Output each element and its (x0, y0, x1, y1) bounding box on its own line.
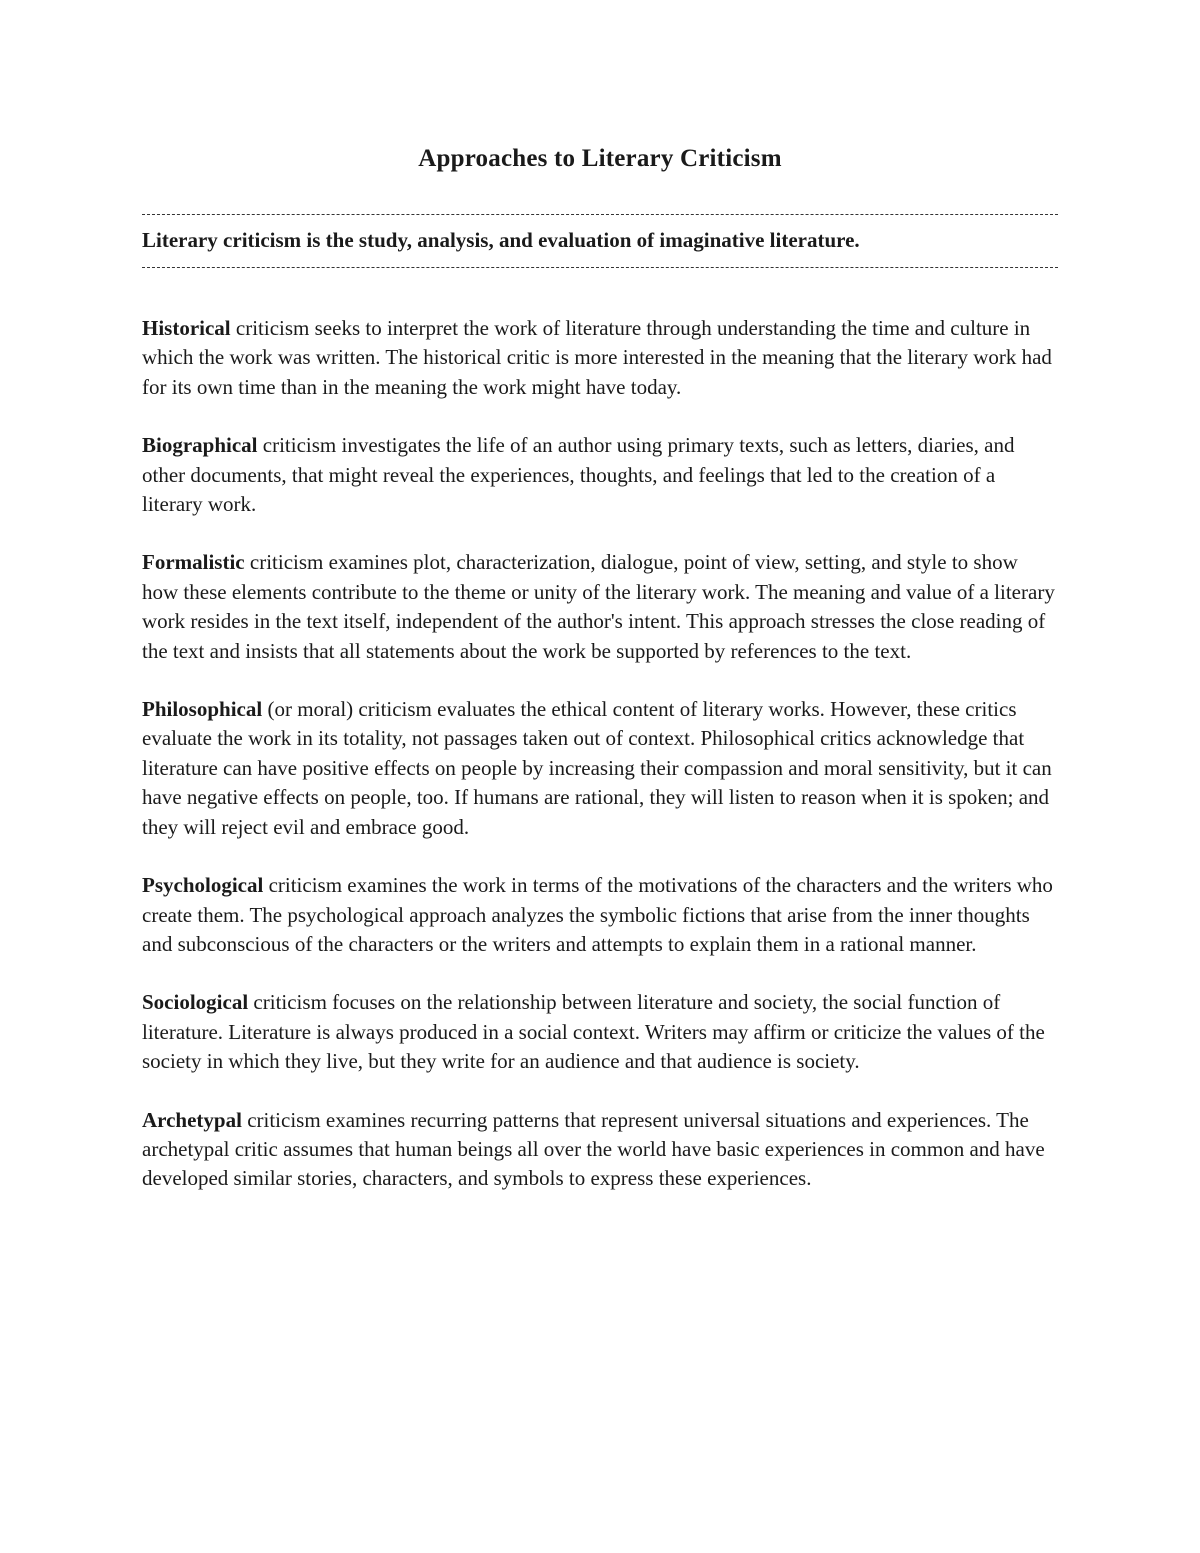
entry-historical (142, 314, 1058, 402)
entry-archetypal (142, 1106, 1058, 1194)
entry-term: Psychological (142, 873, 264, 898)
entry-text: criticism seeks to interpret the work of literature through understanding the time and culture in which the work was written. The historical critic is more interested in the meaning that the literary work had for its own time than in the meaning the work might have today. (142, 316, 1052, 399)
entry-term: Historical (142, 316, 231, 340)
entry-formalistic (142, 548, 1058, 666)
dashed-divider-bottom (142, 267, 1058, 270)
entry-philosophical (142, 695, 1058, 842)
definition-term: Literary criticism (142, 228, 302, 252)
entry-biographical (142, 431, 1058, 519)
entry-term: Biographical (142, 433, 258, 458)
entry-sociological (142, 988, 1058, 1076)
document-page (142, 140, 1058, 1223)
entry-text: criticism examines recurring patterns that represent universal situations and experiences. The archetypal critic assumes that human beings all over the world have basic experiences in common and have developed similar stories, characters, and symbols to express these experiences. (142, 1107, 1045, 1191)
definition-text: is the study, analysis, and evaluation of imaginative literature. (301, 228, 860, 252)
entry-term: Formalistic (142, 550, 245, 575)
entry-psychological (142, 871, 1058, 959)
entry-term: Archetypal (142, 1107, 242, 1132)
entry-term: Sociological (142, 990, 249, 1015)
entry-text: (or moral) criticism evaluates the ethical content of literary works. However, these critics evaluate the work in its totality, not passages taken out of context. Philosophical critics acknowledge that literature can have positive effects on people by increasing their compassion and moral sensitivity, but it can have negative effects on people, too. If humans are rational, they will listen to reason when it is spoken; and they will reject evil and embrace good. (142, 697, 1052, 839)
entry-text: criticism investigates the life of an author using primary texts, such as letters, diaries, and other documents, that might reveal the experiences, thoughts, and feelings that led to the creation of a literary work. (142, 433, 1015, 517)
entry-text: criticism focuses on the relationship between literature and society, the social function of literature. Literature is always produced in a social context. Writers may affirm or criticize the values of the society in which they live, but they write for an audience and that audience is society. (142, 990, 1045, 1074)
entry-text: criticism examines plot, characterization, dialogue, point of view, setting, and style to show how these elements contribute to the theme or unity of the literary work. The meaning and value of a literary work resides in the text itself, independent of the author's intent. This approach stresses the close reading of the text and insists that all statements about the work be supported by references to the text. (142, 550, 1055, 663)
entry-term: Philosophical (142, 697, 263, 722)
entry-text: criticism examines the work in terms of the motivations of the characters and the writers who create them. The psychological approach analyzes the symbolic fictions that arise from the inner thoughts and subconscious of the characters or the writers and attempts to explain them in a rational manner. (142, 873, 1053, 956)
definition-statement (142, 217, 1058, 267)
document-title: Approaches to Literary Criticism (418, 145, 782, 172)
criticism-approaches-list (142, 314, 1058, 1194)
